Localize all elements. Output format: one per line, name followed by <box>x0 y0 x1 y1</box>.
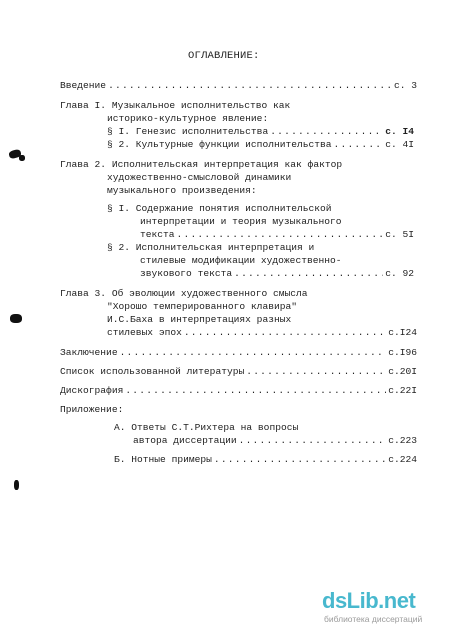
watermark-subtitle: библиотека диссертаций <box>324 614 423 624</box>
toc-entry-label: § I. Генезис исполнительства <box>107 126 269 137</box>
toc-entry-page: с.223 <box>388 435 417 446</box>
scan-mark <box>19 155 25 161</box>
toc-entry-label: Введение <box>60 80 107 91</box>
chapter-1-heading: Глава I. Музыкальное исполнительство как <box>60 100 291 111</box>
toc-entry-ch1-s2 <box>107 139 414 151</box>
toc-entry-page: с. 4I <box>385 139 414 150</box>
leader-dots <box>108 80 392 92</box>
toc-entry-ch2-s1 <box>140 229 414 241</box>
section-2-2-line: § 2. Исполнительская интерпретация и <box>107 242 315 253</box>
toc-entry-label: Заключение <box>60 347 118 358</box>
toc-entry-literature <box>60 366 417 378</box>
toc-entry-intro <box>60 80 417 92</box>
toc-entry-label: стилевых эпох <box>107 327 182 338</box>
leader-dots <box>177 229 384 241</box>
toc-entry-page: с.I96 <box>388 347 417 358</box>
toc-entry-ch1-s1 <box>107 126 414 138</box>
toc-entry-label: Б. Нотные примеры <box>114 454 212 465</box>
leader-dots <box>234 268 383 280</box>
toc-entry-ch3 <box>107 327 417 339</box>
leader-dots <box>125 385 386 397</box>
toc-entry-page: с.22I <box>388 385 417 396</box>
toc-entry-label: текста <box>140 229 175 240</box>
leader-dots <box>239 435 387 447</box>
watermark <box>322 588 444 628</box>
scan-mark <box>10 314 22 323</box>
toc-entry-discography <box>60 385 417 397</box>
leader-dots <box>184 327 386 339</box>
appendix-a-line: А. Ответы С.Т.Рихтера на вопросы <box>114 422 299 433</box>
toc-entry-appendix-a <box>133 435 417 447</box>
toc-entry-page: с.224 <box>388 454 417 465</box>
toc-entry-label: звукового текста <box>140 268 233 279</box>
leader-dots <box>120 347 387 359</box>
toc-entry-label: автора диссертации <box>133 435 237 446</box>
toc-entry-label: § 2. Культурные функции исполнительства <box>107 139 332 150</box>
toc-title: ОГЛАВЛЕНИЕ: <box>188 50 260 62</box>
chapter-3-heading-cont: И.С.Баха в интерпретациях разных <box>107 314 292 325</box>
toc-entry-page: с.I24 <box>388 327 417 338</box>
chapter-2-heading-cont: музыкального произведения: <box>107 185 257 196</box>
toc-entry-page: с. 5I <box>385 229 414 240</box>
chapter-2-heading: Глава 2. Исполнительская интерпретация как фактор <box>60 159 343 170</box>
toc-entry-appendix-b <box>114 454 417 466</box>
leader-dots <box>214 454 386 466</box>
toc-entry-ch2-s2 <box>140 268 414 280</box>
appendix-heading: Приложение: <box>60 404 124 415</box>
toc-entry-page: с. 3 <box>393 80 417 91</box>
leader-dots <box>270 126 383 138</box>
toc-entry-label: Дискография <box>60 385 124 396</box>
scan-mark <box>14 480 19 490</box>
toc-entry-conclusion <box>60 347 417 359</box>
watermark-logo: dsLib.net <box>322 588 416 613</box>
leader-dots <box>246 366 386 378</box>
toc-entry-page: с.20I <box>388 366 417 377</box>
toc-entry-label: Список использованной литературы <box>60 366 245 377</box>
chapter-3-heading-cont: "Хорошо темперированного клавира" <box>107 301 297 312</box>
section-2-2-line: стилевые модификации художественно- <box>140 255 342 266</box>
leader-dots <box>334 139 384 151</box>
toc-entry-page: с. I4 <box>385 126 414 137</box>
section-2-1-line: интерпретации и теория музыкального <box>140 216 342 227</box>
section-2-1-line: § I. Содержание понятия исполнительской <box>107 203 332 214</box>
chapter-3-heading: Глава 3. Об эволюции художественного смысла <box>60 288 308 299</box>
chapter-2-heading-cont: художественно-смысловой динамики <box>107 172 292 183</box>
chapter-1-heading-cont: историко-культурное явление: <box>107 113 269 124</box>
toc-entry-page: с. 92 <box>385 268 414 279</box>
